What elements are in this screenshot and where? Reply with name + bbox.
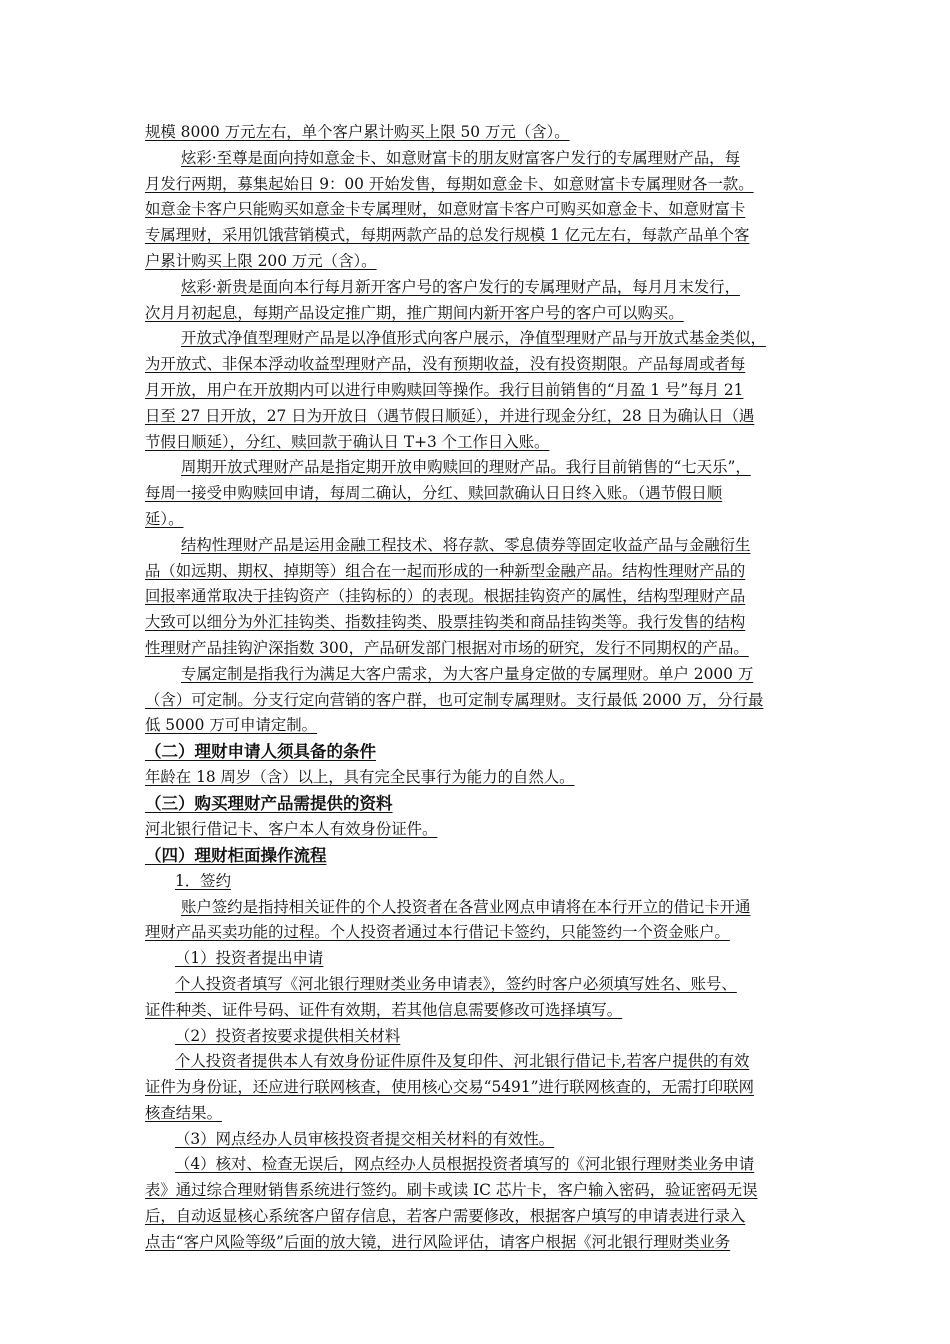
paragraph-line: 月开放，用户在开放期内可以进行申购赎回等操作。我行目前销售的“月盈 1 号”每月 21 <box>145 380 744 399</box>
paragraph-line: 理财产品买卖功能的过程。个人投资者通过本行借记卡签约，只能签约一个资金账户。 <box>145 923 730 942</box>
paragraph-line: 证件种类、证件号码、证件有效期，若其他信息需要修改可选择填写。 <box>145 1000 623 1019</box>
paragraph-line: 日至 27 日开放，27 日为开放日（遇节假日顺延），并进行现金分红，28 日为确认日（遇 <box>145 406 755 425</box>
paragraph-line: 个人投资者填写《河北银行理财类业务申请表》，签约时客户必须填写姓名、账号、 <box>175 974 737 993</box>
paragraph-line: 规模 8000 万元左右，单个客户累计购买上限 50 万元（含）。 <box>145 123 570 141</box>
document-page <box>145 120 810 1256</box>
step-heading: （2）投资者按要求提供相关材料 <box>175 1026 401 1045</box>
section-heading-applicant-conditions: （二）理财申请人须具备的条件 <box>145 742 376 762</box>
paragraph-line: 专属理财，采用饥饿营销模式，每期两款产品的总发行规模 1 亿元左右，每款产品单个客 <box>145 226 750 245</box>
step-heading: （3）网点经办人员审核投资者提交相关材料的有效性。 <box>175 1129 555 1148</box>
paragraph-line: 户累计购买上限 200 万元（含）。 <box>145 251 377 270</box>
paragraph-line: 开放式净值型理财产品是以净值形式向客户展示，净值型理财产品与开放式基金类似， <box>181 329 766 348</box>
paragraph-line: 周期开放式理财产品是指定期开放申购赎回的理财产品。我行目前销售的“七天乐”， <box>181 458 751 477</box>
paragraph-line: 年龄在 18 周岁（含）以上，具有完全民事行为能力的自然人。 <box>145 768 575 787</box>
paragraph-line: 性理财产品挂钩沪深指数 300，产品研发部门根据对市场的研究，发行不同期权的产品。 <box>145 638 749 657</box>
paragraph-line: 节假日顺延），分红、赎回款于确认日 T+3 个工作日入账。 <box>145 432 550 451</box>
paragraph-line: （4）核对、检查无误后，网点经办人员根据投资者填写的《河北银行理财类业务申请 <box>175 1155 755 1174</box>
subsection-heading-signing: 1．签约 <box>175 871 231 890</box>
paragraph-line: 证件为身份证，还应进行联网核查，使用核心交易“5491”进行联网核查的，无需打印联网 <box>145 1078 754 1097</box>
paragraph-line: 延）。 <box>145 509 184 528</box>
section-heading-required-materials: （三）购买理财产品需提供的资料 <box>145 793 393 813</box>
paragraph-line: 回报率通常取决于挂钩资产（挂钩标的）的表现。根据挂钩资产的属性，结构型理财产品 <box>145 587 746 606</box>
paragraph-line: 个人投资者提供本人有效身份证件原件及复印件、河北银行借记卡,若客户提供的有效 <box>175 1052 750 1071</box>
paragraph-line: 为开放式、非保本浮动收益型理财产品，没有预期收益，没有投资期限。产品每周或者每 <box>145 355 746 374</box>
paragraph-line: 账户签约是指持相关证件的个人投资者在各营业网点申请将在本行开立的借记卡开通 <box>181 897 751 916</box>
paragraph-line: 大致可以细分为外汇挂钩类、指数挂钩类、股票挂钩类和商品挂钩类等。我行发售的结构 <box>145 613 746 632</box>
paragraph-line: 专属定制是指我行为满足大客户需求，为大客户量身定做的专属理财。单户 2000 万 <box>181 664 754 683</box>
paragraph-line: 每周一接受申购赎回申请，每周二确认，分红、赎回款确认日日终入账。（遇节假日顺 <box>145 484 723 503</box>
paragraph-line: 表》通过综合理财销售系统进行签约。刷卡或读 IC 芯片卡，客户输入密码，验证密码无误 <box>145 1181 758 1200</box>
paragraph-line: 河北银行借记卡、客户本人有效身份证件。 <box>145 819 438 838</box>
paragraph-line: （含）可定制。分支行定向营销的客户群，也可定制专属理财。支行最低 2000 万，分行最 <box>145 690 764 709</box>
paragraph-line: 品（如远期、期权、掉期等）组合在一起而形成的一种新型金融产品。结构性理财产品的 <box>145 561 746 580</box>
paragraph-line: 炫彩·新贵是面向本行每月新开客户号的客户发行的专属理财产品，每月月末发行， <box>181 277 740 296</box>
step-heading: （1）投资者提出申请 <box>175 949 324 968</box>
paragraph-line: 月发行两期，募集起始日 9：00 开始发售，每期如意金卡、如意财富卡专属理财各一款。 <box>145 174 754 193</box>
paragraph-line: 结构性理财产品是运用金融工程技术、将存款、零息债券等固定收益产品与金融衍生 <box>181 535 751 554</box>
paragraph-line: 如意金卡客户只能购买如意金卡专属理财，如意财富卡客户可购买如意金卡、如意财富卡 <box>145 200 746 219</box>
paragraph-line: 点击“客户风险等级”后面的放大镜，进行风险评估，请客户根据《河北银行理财类业务 <box>145 1232 731 1251</box>
paragraph-line: 核查结果。 <box>145 1103 222 1122</box>
paragraph-line: 炫彩·至尊是面向持如意金卡、如意财富卡的朋友财富客户发行的专属理财产品，每 <box>181 148 740 167</box>
paragraph-line: 低 5000 万可申请定制。 <box>145 716 318 735</box>
section-heading-counter-procedure: （四）理财柜面操作流程 <box>145 845 327 865</box>
paragraph-line: 次月月初起息，每期产品设定推广期，推广期间内新开客户号的客户可以购买。 <box>145 303 684 322</box>
paragraph-line: 后，自动返显核心系统客户留存信息，若客户需要修改，根据客户填写的申请表进行录入 <box>145 1207 746 1226</box>
